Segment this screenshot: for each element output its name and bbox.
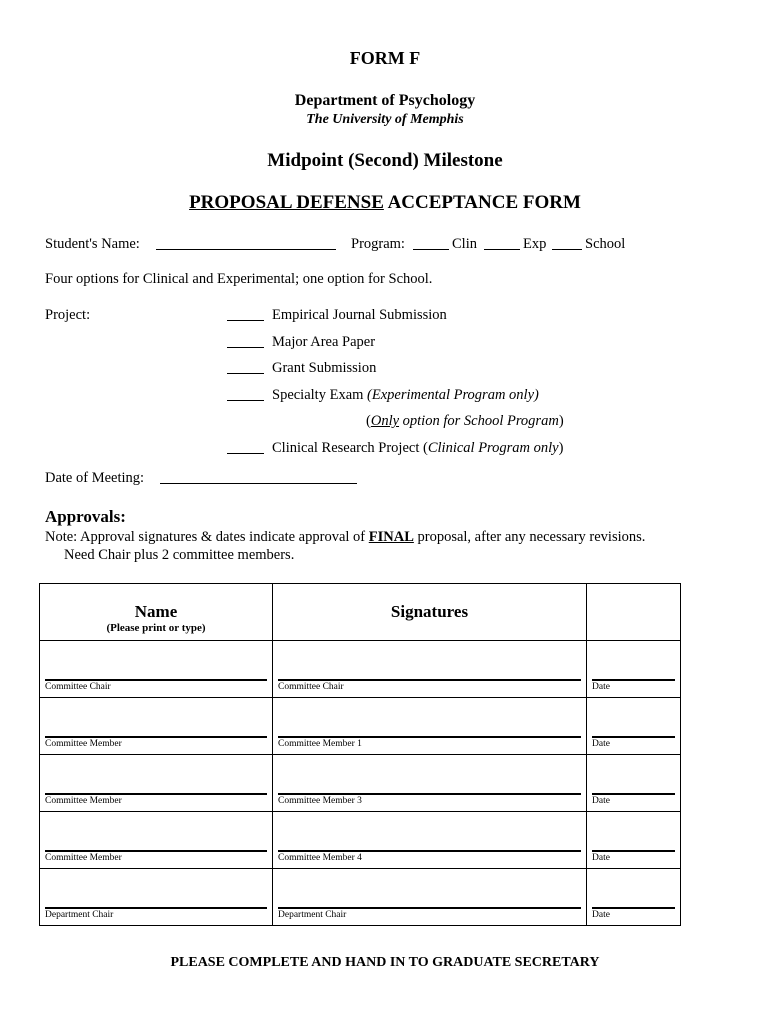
form-heading-underlined: PROPOSAL DEFENSE: [189, 192, 384, 213]
approvals-note-emphasis: FINAL: [368, 529, 414, 545]
name-cell[interactable]: [40, 755, 273, 812]
date-caption: Date: [592, 910, 610, 920]
project-option-blank-clinical[interactable]: [227, 453, 264, 454]
university-name: The University of Memphis: [306, 112, 464, 127]
table-row: [40, 812, 681, 869]
school-note-open: (: [366, 413, 371, 429]
project-option-clinical: [272, 440, 563, 457]
program-option-clin: Clin: [452, 236, 477, 252]
signature-cell[interactable]: [273, 812, 587, 869]
meeting-date-label: Date of Meeting:: [45, 470, 145, 486]
program-option-school: School: [585, 236, 626, 252]
signature-table: [39, 583, 681, 926]
project-option-major-paper: Major Area Paper: [272, 334, 376, 350]
signature-caption: Committee Chair: [278, 682, 344, 692]
date-cell[interactable]: [587, 698, 681, 755]
date-cell[interactable]: [587, 755, 681, 812]
name-cell[interactable]: [40, 869, 273, 926]
program-school-blank[interactable]: [552, 249, 582, 250]
name-cell[interactable]: [40, 698, 273, 755]
table-header-row: [40, 584, 681, 641]
clinical-paren-close: ): [558, 440, 564, 456]
approvals-note-line2: Need Chair plus 2 committee members.: [64, 547, 295, 563]
signature-cell[interactable]: [273, 698, 587, 755]
program-clin-blank[interactable]: [413, 249, 449, 250]
form-heading: [0, 192, 770, 214]
signature-caption: Committee Member 1: [278, 739, 362, 749]
date-cell[interactable]: [587, 641, 681, 698]
clinical-label: Clinical Research Project: [272, 440, 423, 456]
name-caption: Committee Chair: [45, 682, 111, 692]
signature-caption: Committee Member 4: [278, 853, 362, 863]
signature-caption: Department Chair: [278, 910, 347, 920]
project-label: Project:: [45, 307, 91, 323]
name-header-sub: (Please print or type): [106, 622, 206, 634]
student-name-field[interactable]: [156, 249, 336, 250]
department-name: Department of Psychology: [294, 92, 476, 109]
project-option-specialty: [272, 387, 539, 404]
name-caption: Committee Member: [45, 739, 122, 749]
table-row: [40, 641, 681, 698]
signature-cell[interactable]: [273, 641, 587, 698]
school-note-rest: option for School Program: [399, 413, 559, 429]
name-cell[interactable]: [40, 812, 273, 869]
school-program-note: [366, 413, 564, 430]
date-cell[interactable]: [587, 812, 681, 869]
specialty-label: Specialty Exam: [272, 387, 368, 403]
date-caption: Date: [592, 739, 610, 749]
clinical-note: Clinical Program only: [427, 440, 559, 456]
school-note-close: ): [558, 413, 564, 429]
project-option-blank-major-paper[interactable]: [227, 347, 264, 348]
approvals-note: [45, 529, 645, 546]
date-cell[interactable]: [587, 869, 681, 926]
signature-cell[interactable]: [273, 755, 587, 812]
name-caption: Committee Member: [45, 796, 122, 806]
project-option-blank-journal[interactable]: [227, 320, 264, 321]
table-row: [40, 869, 681, 926]
project-option-blank-specialty[interactable]: [227, 400, 264, 401]
table-row: [40, 698, 681, 755]
options-note: Four options for Clinical and Experimental; one option for School.: [45, 271, 433, 287]
signatures-header: Signatures: [390, 602, 469, 621]
program-exp-blank[interactable]: [484, 249, 520, 250]
project-option-blank-grant[interactable]: [227, 373, 264, 374]
approvals-note-prefix: Note: Approval signatures & dates indicate approval of: [45, 529, 369, 545]
date-caption: Date: [592, 796, 610, 806]
school-note-only: Only: [370, 413, 400, 429]
project-option-journal: Empirical Journal Submission: [272, 307, 447, 323]
table-row: [40, 755, 681, 812]
specialty-note: (Experimental Program only): [367, 387, 539, 403]
student-name-label: Student's Name:: [45, 236, 140, 252]
name-caption: Committee Member: [45, 853, 122, 863]
form-title: FORM F: [349, 48, 421, 68]
date-caption: Date: [592, 853, 610, 863]
footer-instruction: PLEASE COMPLETE AND HAND IN TO GRADUATE SECRETARY: [170, 955, 600, 970]
clinical-paren-open: (: [423, 440, 428, 456]
signature-caption: Committee Member 3: [278, 796, 362, 806]
milestone-title: Midpoint (Second) Milestone: [267, 150, 503, 171]
signature-cell[interactable]: [273, 869, 587, 926]
date-caption: Date: [592, 682, 610, 692]
approvals-note-suffix: proposal, after any necessary revisions.: [413, 529, 646, 545]
meeting-date-field[interactable]: [160, 483, 357, 484]
name-column-header: [40, 584, 273, 641]
signatures-column-header: [273, 584, 587, 641]
project-option-grant: Grant Submission: [272, 360, 377, 376]
name-caption: Department Chair: [45, 910, 114, 920]
program-label: Program:: [351, 236, 405, 252]
program-option-exp: Exp: [523, 236, 547, 252]
name-header: Name: [134, 602, 178, 621]
form-heading-rest: ACCEPTANCE FORM: [383, 192, 581, 213]
approvals-heading: Approvals:: [45, 507, 126, 526]
date-column-header: [587, 584, 681, 641]
name-cell[interactable]: [40, 641, 273, 698]
